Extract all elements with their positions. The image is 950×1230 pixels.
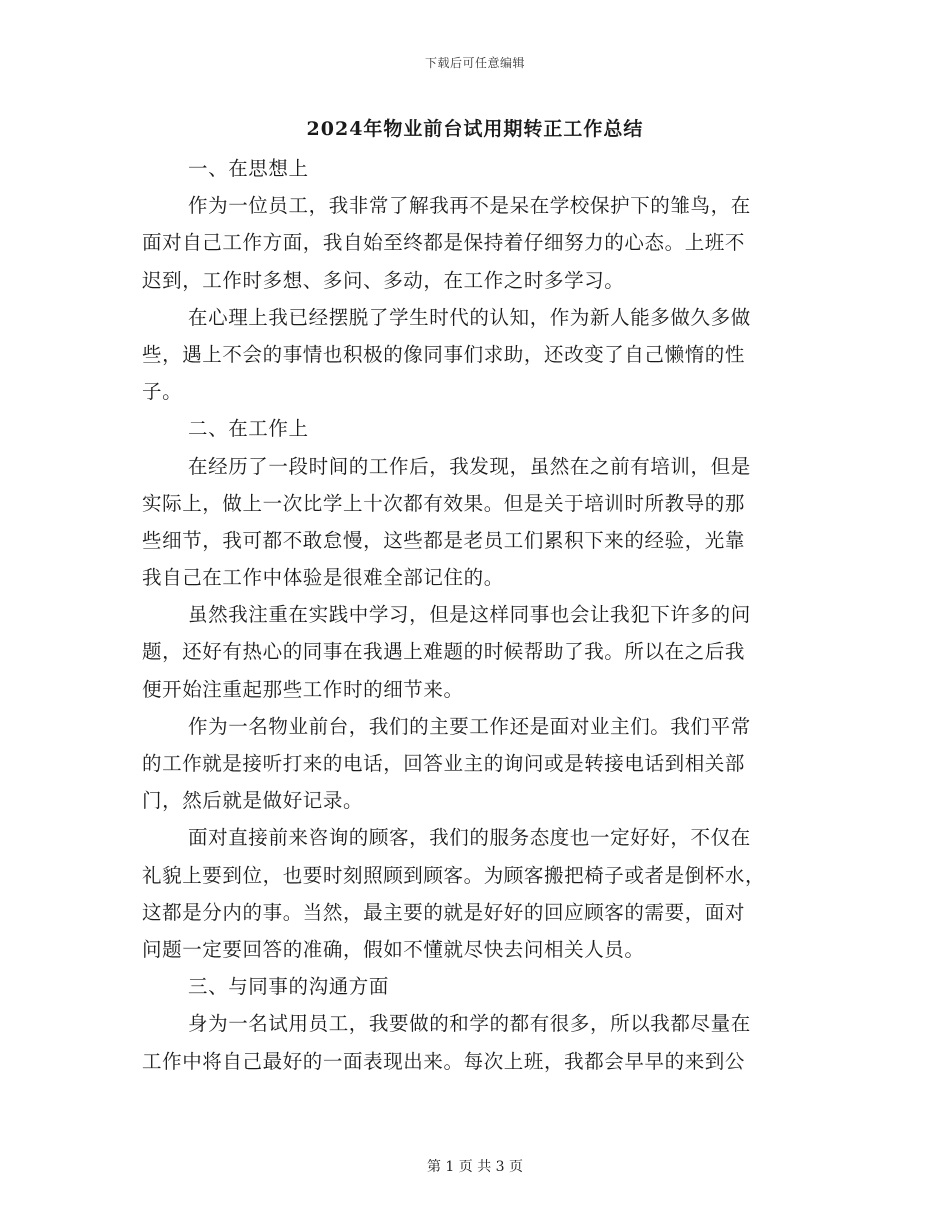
paragraph-line: 礼貌上要到位，也要时刻照顾到顾客。为顾客搬把椅子或者是倒杯水， [142,863,766,887]
paragraph-line: 这都是分内的事。当然，最主要的就是好好的回应顾客的需要，面对 [142,900,746,924]
paragraph-line: 门，然后就是做好记录。 [142,789,364,813]
paragraph-line: 工作中将自己最好的一面表现出来。每次上班，我都会早早的来到公 [142,1049,746,1073]
paragraph-line: 迟到，工作时多想、多问、多动，在工作之时多学习。 [142,268,625,292]
section-heading-1: 一、在思想上 [188,157,309,180]
paragraph-line: 的工作就是接听打来的电话，回答业主的询问或是转接电话到相关部 [142,752,746,775]
header-note: 下载后可任意编辑 [424,56,525,70]
paragraph-line: 实际上，做上一次比学上十次都有效果。但是关于培训时所教导的那 [142,491,746,515]
section-heading-3: 三、与同事的沟通方面 [188,975,390,999]
paragraph-line: 面对自己工作方面，我自始至终都是保持着仔细努力的心态。上班不 [142,231,746,255]
paragraph-line: 些，遇上不会的事情也积极的像同事们求助，还改变了自己懒惰的性 [142,342,746,366]
paragraph-line: 子。 [142,380,183,404]
paragraph-line: 身为一名试用员工，我要做的和学的都有很多，所以我都尽量在 [188,1012,751,1036]
paragraph-line: 些细节，我可都不敢怠慢，这些都是老员工们累积下来的经验，光靠 [142,528,746,552]
paragraph-line: 面对直接前来咨询的顾客，我们的服务态度也一定好好，不仅在 [188,826,751,850]
document-body [142,150,810,1080]
document-title: 2024年物业前台试用期转正工作总结 [306,118,644,140]
page-footer: 第 1 页 共 3 页 [426,1159,524,1175]
paragraph-line: 在经历了一段时间的工作后，我发现，虽然在之前有培训，但是 [188,454,751,478]
paragraph-line: 我自己在工作中体验是很难全部记住的。 [142,566,504,590]
section-heading-2: 二、在工作上 [188,417,309,441]
paragraph-line: 作为一位员工，我非常了解我再不是呆在学校保护下的雏鸟，在 [188,194,751,218]
paragraph-line: 作为一名物业前台，我们的主要工作还是面对业主们。我们平常 [188,714,751,738]
paragraph-line: 在心理上我已经摆脱了学生时代的认知，作为新人能多做久多做 [188,305,751,329]
paragraph-line: 题，还好有热心的同事在我遇上难题的时候帮助了我。所以在之后我 [142,640,746,664]
paragraph-line: 便开始注重起那些工作时的细节来。 [142,677,464,701]
paragraph-line: 虽然我注重在实践中学习，但是这样同事也会让我犯下许多的问 [188,603,751,627]
paragraph-line: 问题一定要回答的准确，假如不懂就尽快去问相关人员。 [142,937,645,961]
